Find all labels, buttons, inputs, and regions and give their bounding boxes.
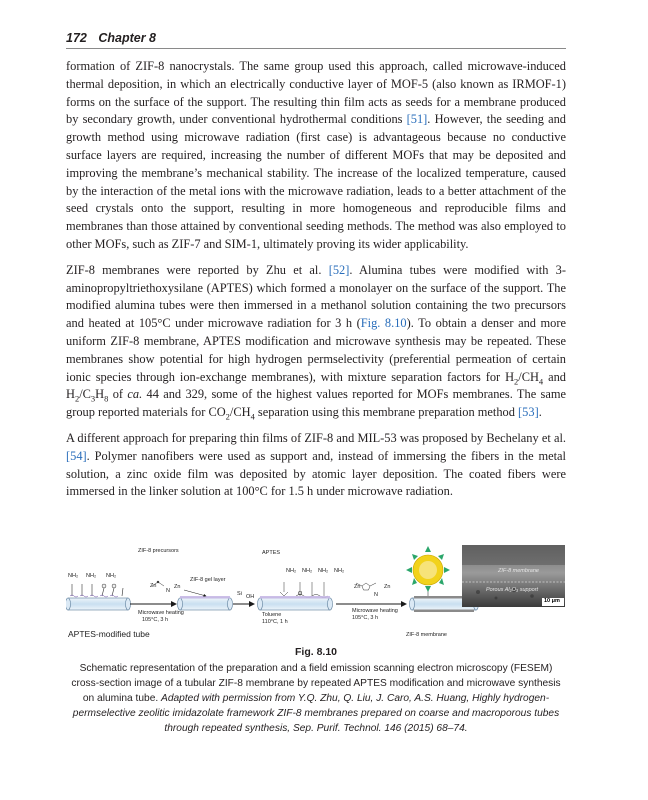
label-zif8-gel-layer: ZIF-8 gel layer xyxy=(190,577,226,583)
caption-text: Schematic representation of the preparation and a field emission scanning electron microscopy (FESEM) cross-section image of a tubular ZIF-8 membrane by repeated APTES modification and microwave synthesis on alumina tube. xyxy=(71,663,561,704)
label-toluene: Toluene xyxy=(262,612,282,618)
label-zif8-precursors: ZIF-8 precursors xyxy=(138,548,179,554)
figure-link[interactable]: Fig. 8.10 xyxy=(360,316,407,331)
aptes-reaction-drawing xyxy=(280,582,328,598)
label-zif8-membrane: ZIF-8 membrane xyxy=(406,632,447,638)
label-cond-toluene: 110°C, 1 h xyxy=(262,619,288,625)
label-zn-b: Zn xyxy=(174,584,181,590)
label-n-a: N xyxy=(166,588,170,594)
label-cond-1: 105°C, 3 h xyxy=(142,617,169,623)
sem-label-support: Porous Al₂O₃ support xyxy=(486,587,539,593)
citation-51[interactable]: [51] xyxy=(406,112,428,127)
label-nh2-b: NH₂ xyxy=(86,573,97,579)
figure-8-10 xyxy=(66,540,566,644)
citation-53[interactable]: [53] xyxy=(518,405,539,420)
label-zn-d: Zn xyxy=(384,584,391,590)
label-zn-a: Zn xyxy=(150,583,157,589)
label-nh2-g: NH₂ xyxy=(334,568,345,574)
caption-credit: Adapted with permission from Y.Q. Zhu, Q. Liu, J. Caro, A.S. Huang, Highly hydrogen-permselective zeolitic imidazolate framework ZIF-8 membranes prepared on coarse and macroporous tubes through repeated synthesis, Sep. Purif. Technol. 146 (2015) 68–74. xyxy=(72,693,560,734)
label-zn-c: Zn xyxy=(354,584,361,590)
citation-52[interactable]: [52] xyxy=(328,262,350,277)
chapter-title: Chapter 8 xyxy=(98,31,156,45)
label-microwave-heating-1: Microwave heating xyxy=(138,610,184,616)
paragraph-1: formation of ZIF-8 nanocrystals. The same group used this approach, called microwave-induced thermal deposition, in which an electrically conductive layer of MOF-5 (also known as IRMOF-1) forms on the surface of the support. The resulting thin film acts as seeds for a membrane produced by secondary growth, under conventional hydrothermal conditions [51]. However, the seeding and growth method using microwave radiation (first case) is advantageous because no conductive surface layers are required, increasing the number of different MOFs that may be deposited and improving the membrane’s mechanical stability. The increase of the localized temperature, caused by the interaction of the metal ions with the microwave radiation, leads to a better attachment of the seed crystals onto the support, resulting in more homogeneous and reproducible films and membranes than those attained by conventional seeding methods. The method was also employed to other MOFs, such as ZIF-7 and SIM-1, ultimately proving its wider applicability. xyxy=(66,59,566,251)
label-nh2-c: NH₂ xyxy=(106,573,117,579)
label-nh2-a: NH₂ xyxy=(68,573,79,579)
label-cond-2: 105°C, 3 h xyxy=(352,615,379,621)
label-nh2-d: NH₂ xyxy=(286,568,297,574)
label-o: O xyxy=(298,591,303,597)
zif8-crystal-graphic xyxy=(406,546,450,596)
body-text xyxy=(66,58,566,509)
sem-label-membrane: ZIF-8 membrane xyxy=(498,568,539,574)
label-nh2-f: NH₂ xyxy=(318,568,329,574)
citation-54[interactable]: [54] xyxy=(66,448,87,463)
gel-layer-tube-drawing xyxy=(152,581,233,610)
label-aptes-modified-tube: APTES-modified tube xyxy=(68,629,150,639)
paragraph-3: A different approach for preparing thin films of ZIF-8 and MIL-53 was proposed by Bechelany et al. [54]. Polymer nanofibers were used as support and, instead of immersing the fibers in the metal solution, a zinc oxide film was deposited by atomic layer deposition. The coated fibers were immersed in the linker solution at 100°C for 1.5 h under microwave radiation. xyxy=(66,430,566,499)
page-number: 172 xyxy=(66,31,87,45)
figure-number: Fig. 8.10 xyxy=(294,646,337,658)
label-microwave-heating-2: Microwave heating xyxy=(352,608,398,614)
repeated-tube-drawing xyxy=(258,596,333,610)
running-header xyxy=(66,30,566,49)
label-nh2-e: NH₂ xyxy=(302,568,313,574)
label-n-b: N xyxy=(374,592,378,598)
aptes-modified-tube-drawing xyxy=(66,584,131,610)
figure-caption xyxy=(66,645,566,736)
paragraph-2: ZIF-8 membranes were reported by Zhu et al. [52]. Alumina tubes were modified with 3-aminopropyltriethoxysilane (APTES) which formed a monolayer on the surface of the support. The modified alumina tubes were then immersed in a methanol solution containing the two precursors and heated at 105°C under microwave radiation for 3 h (Fig. 8.10). To obtain a denser and more uniform ZIF-8 membrane, APTES modification and microwave synthesis may be repeated. These membranes show potential for high hydrogen permselectivity (preferential permeation of certain ionic species through ion-exchange membranes), with mixture separation factors for $H_2/CH_4$ and $H_2/C_3H_8$ of ca. 44 and 329, some of the highest values reported for MOFs membranes. The same group reported materials for $CO_2/CH_4$ separation using this membrane preparation method [53]. xyxy=(66,262,566,422)
label-oh: OH xyxy=(246,594,255,600)
sem-scale-bar: 10 μm xyxy=(544,598,560,604)
label-aptes: APTES xyxy=(262,550,281,556)
label-si: Si xyxy=(237,591,242,597)
